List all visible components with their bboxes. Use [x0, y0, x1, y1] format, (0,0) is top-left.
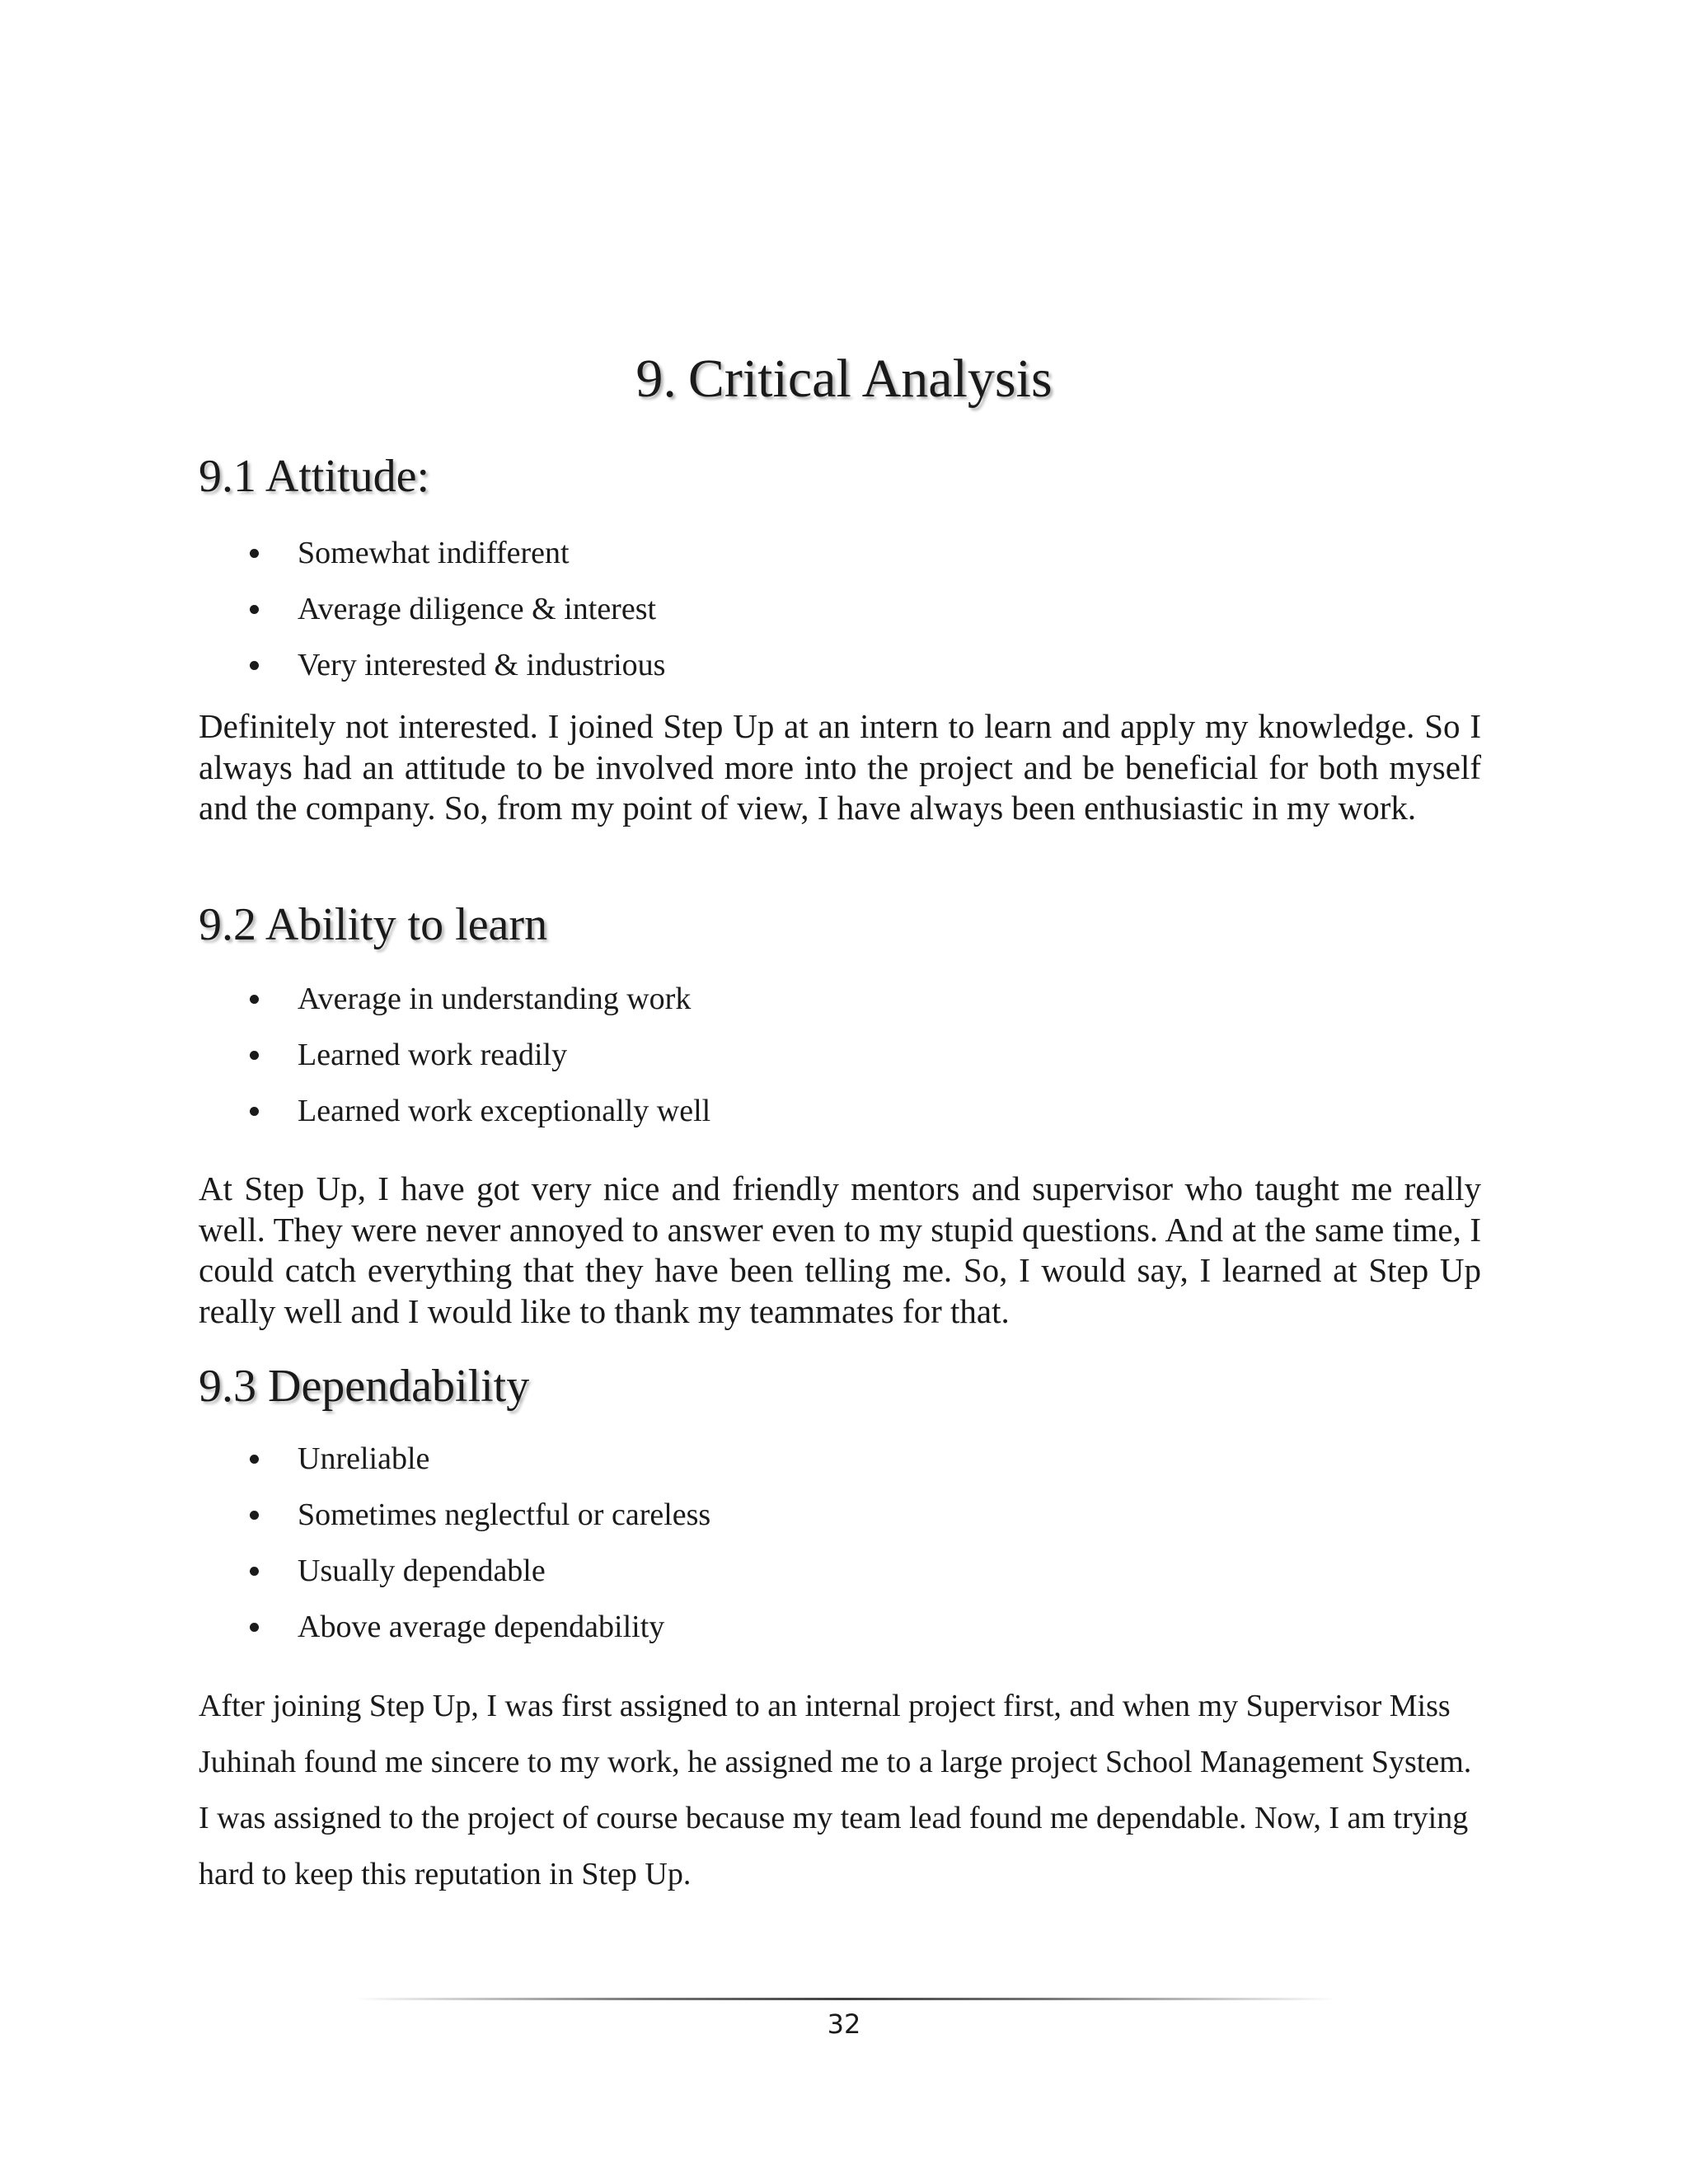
list-item: Average in understanding work: [199, 971, 710, 1027]
chapter-title: [0, 346, 1688, 412]
list-item: Usually dependable: [199, 1543, 710, 1599]
chapter-title-text: Critical Analysis: [687, 349, 1053, 409]
list-item: Somewhat indifferent: [199, 525, 665, 581]
chapter-number: 9.: [635, 349, 677, 409]
page-number: 32: [827, 2008, 861, 2040]
bullet-dot-icon: [250, 1107, 259, 1116]
bullet-dot-icon: [250, 549, 259, 558]
paragraph-dependability: After joining Step Up, I was first assigned to an internal project first, and when my Supervisor Miss Juhinah found me sincere to my work, he assigned me to a large project School Management System. I was assigned to the project of course because my team lead found me dependable. Now, I am trying hard to keep this reputation in Step Up.: [199, 1689, 1472, 1891]
bullet-dot-icon: [250, 1051, 259, 1060]
section-heading-dependability: 9.3 Dependability: [199, 1361, 530, 1412]
list-item: Learned work readily: [199, 1027, 710, 1083]
footer-divider: [354, 1998, 1335, 2000]
bullet-list-attitude: [199, 525, 665, 693]
bullet-dot-icon: [250, 1567, 259, 1576]
list-item: Learned work exceptionally well: [199, 1083, 710, 1139]
list-item: Unreliable: [199, 1431, 710, 1487]
bullet-dot-icon: [250, 1511, 259, 1520]
bullet-list-dependability: [199, 1431, 710, 1655]
bullet-dot-icon: [250, 1623, 259, 1632]
bullet-dot-icon: [250, 605, 259, 614]
list-item: Very interested & industrious: [199, 637, 665, 693]
paragraph-ability-to-learn: At Step Up, I have got very nice and friendly mentors and supervisor who taught me really well. They were never annoyed to answer even to my stupid questions. And at the same time, I could catch everything that they have been telling me. So, I would say, I learned at Step Up really well and I would like to thank my teammates for that.: [199, 1169, 1481, 1330]
bullet-dot-icon: [250, 995, 259, 1004]
bullet-dot-icon: [250, 1455, 259, 1464]
list-item: Average diligence & interest: [199, 581, 665, 637]
section-heading-attitude: 9.1 Attitude:: [199, 451, 429, 502]
list-item: Sometimes neglectful or careless: [199, 1487, 710, 1543]
section-heading-ability-to-learn: 9.2 Ability to learn: [199, 899, 548, 950]
list-item: Above average dependability: [199, 1599, 710, 1655]
paragraph-attitude: Definitely not interested. I joined Step Up at an intern to learn and apply my knowledge. So I always had an attitude to be involved more into the project and be beneficial for both myself and the company. So, from my point of view, I have always been enthusiastic in my work.: [199, 707, 1481, 827]
bullet-dot-icon: [250, 661, 259, 670]
bullet-list-ability-to-learn: [199, 971, 710, 1139]
